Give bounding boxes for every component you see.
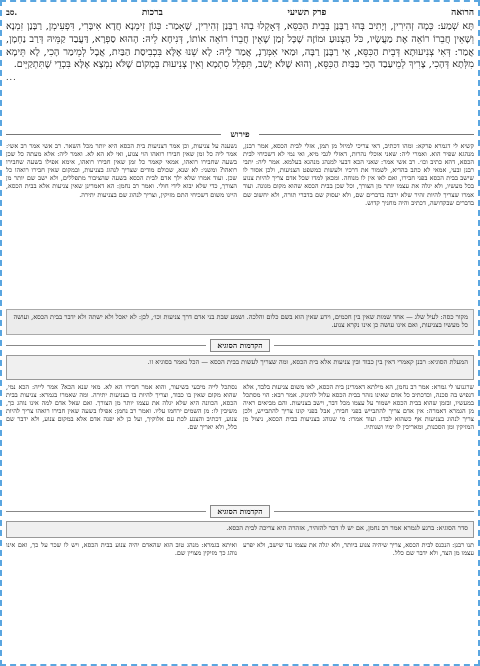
perush-columns — [6, 142, 474, 305]
gemara-end-mark: ... — [6, 73, 17, 83]
divider — [6, 511, 206, 512]
divider — [274, 345, 474, 346]
divider — [6, 345, 206, 346]
perush-column-left: נשענה על צניעות, וכן אמר דצניעות בית הכסא היא יותר מכל השאר. רב אשי אמר רב אשי: אמר ליה כל זמן שאין חבירו רואהו הוי צנוע, ואי לא הא לא. ואמר ליה: אלא מעתה כל שכן בשעה שחבירו רואהו, אמאי קאמר כל זמן שאין חבירו רואהו, אימא אפילו בשעה שחבירו רואהו? ומשני: לא שנא, שכולם מודים שצריך לנהוג בצניעות, ובמקום שאין חבירו רואהו כל שכן. ועוד אמרו שלא ילך אדם לבית הכסא בשעה שהציבור מתפללים, ולא ישב שם יותר מן הצורך, כדי שלא יבוא לידי חולי. ואמר רב נחמן: הא דאמרינן שאין צניעות אלא בבית הכסא, היינו משום דשכיחי התם מזיקין, וצריך לנהוג שם בצניעות יתירה. — [6, 142, 237, 199]
hakdama1-intro-text: המעלת הסוגיא: רבנן קאמרי דאין בין כבוד ובין צניעות אלא בית הכסא, ומה שצריך לעשות בבית הכסא — הכל נאמר בסוגיא זו. — [147, 358, 468, 366]
hakdama2-column-left: ואיתא בגמרא: מנהג טוב הוא שהאדם יהיה צנוע בבית הכסא, ויש לו שכר על כך, ואם אינו נוהג כך מזיקין מצויין שם. — [6, 541, 237, 558]
perush-column-right: קשיא לי דגמרא פרקא: ומהו דכתיב, דאי צריכי למיזל מן תמן, אזלי לבית הכסא, אמר רבנן, מנהגא שפיר הוא. ואמרי ליה: שאני אוכלי נהרות, דאזלי לגבי מיא, ואי נמי לא דשכיחי לבית הכסא, דהא כתיב וכו׳. רב אשי אמר: שאני הכא דבעי למנהג מנהגא בעלמא. אמר ליה: יתבי רבנן ובעי, אמאי לא כתב בהדיא, לשמור את דרכיו ולעשות כמשפט הצניעות, ולכן אסור לו שישב בבית הכסא בפני חבירו, ואם לאו אין לו מנוחה. ומכאן למדו שכל אדם צריך להיות צנוע בכל מעשיו, ולא יגלה את עצמו יותר מן הצורך, וכל שכן בבית הכסא שהוא מקום מגונה. ועוד אמרו שצריך להיות זהיר שלא ירבה בדברים שם, ולא יעסוק שם בדברי תורה, ולא יחשוב שם בדברים שבקדושה, דכתיב והיה מחניך קדוש. — [243, 142, 474, 207]
hakdama2-heading — [6, 505, 474, 518]
seder-hasugya — [6, 521, 474, 538]
divider — [259, 134, 474, 135]
divider — [6, 134, 221, 135]
source-note-text: מקור כסה: לעיל שלג — אחד שמות שאין בין חכמים, וידע שאין הוא בשם כלום והלכה. ושמע שבת בני אדם דרך צניעות וכו׳, לכן: לא יאכל ולא ישתה ולא ידבר בבית הכסא, ועושה כל מעשיו בצניעות, ואם אינו עושה כן אינו נקרא צנוע. — [13, 313, 468, 330]
header-page-label: סב. — [6, 7, 18, 17]
seder-text: סדר הסוגיא: ברגע לגמרא אמר רב נחמן, אם יש לו דבר להזהיר, אזהרה היא צריכה לבית הכסא. — [226, 524, 468, 532]
hakdama2-columns — [6, 541, 474, 581]
header-chapter: פרק תשיעי — [287, 7, 327, 18]
header-title-right: הרואה — [451, 7, 474, 18]
gemara-text — [6, 21, 474, 126]
divider — [274, 511, 474, 512]
perush-heading — [6, 129, 474, 140]
hakdama1-title: הקדמות הסוגיא — [210, 339, 269, 352]
page-header — [6, 5, 474, 19]
source-note — [6, 309, 474, 335]
hakdama1-column-left: נסתכל לייה מיבעי בשיעור, והוא אמר חבירו הא לא. מאי שנא הכא? אמר לייה: הכא נמי, שהוא מקום שאין בו כבוד, וצריך להיות בו בצניעות יתירה. ומה שאמרו בגמרא: צניעות בבית הכסא, הכוונה היא שלא יגלה את עצמו יותר מן הצורך. ואם שאל אדם למה אינו נוהג כך, משיבין לו: מן השמים ירחמו עליו. ואמר רב נחמן: אפילו בשעה שאין חבירו רואהו צריך להיות צנוע, דכתיב והצנע לכת עם אלוקיך, ועל כן לא יפנה אדם אלא במקום צנוע, ולא ידבר שם כלל, ולא יאריך שם. — [6, 383, 237, 432]
hakdama2-column-right: תנו רבנן: הנכנס לבית הכסא, צריך שיהיה צנוע ביותר, ולא יגלה את עצמו עד שישב, ולא יפרע עצמו מן הצד, ולא ידבר שם כלל. — [243, 541, 474, 558]
hakdama2-title: הקדמות הסוגיא — [210, 505, 269, 518]
hakdama1-columns — [6, 383, 474, 501]
hakdama1-heading — [6, 339, 474, 352]
hakdama1-column-right: שרגנועו לי גמרא: אמר רב נחמן, הא מילתא דאמרינן בית הכסא, לאו משום צניעות בלבד, אלא דנפיש בה סכנה, וכדכתיב כל אדם שאינו נזהר בבית הכסא עלול להינזק. אמר רבא: הוי מסתכל במעשיו, ובזמן שהוא בבית הכסא ישמור על עצמו מכל דבר, וישב בצניעות. והם מביאים ראיה מן הגמרא דאמרה: אין אדם צריך להתבייש בפני חבירו, אבל בפני קונו צריך להתבייש, ולכן צריך לנהוג בצניעות אף כשהוא לבדו. ועוד אמרו: מי שנוהג בצניעות בבית הכסא, ניצול מן המזיקין ומן הסכנות, ומאריכין לו ימיו ושנותיו. — [243, 383, 474, 432]
header-tractate: ברכות — [141, 7, 163, 18]
perush-title: פירוש — [226, 129, 253, 140]
gemara-body: תָּא שְׁמַע: כְּמָה זְהִירִין, וְיָתִיב בְּהוּ רַבָּנַן בְּבֵית הַכִּסֵּא, דְּאָקְלוּ בְהוּ רַבָּנַן זְהִירִין, שֶׁאָמַר: כְּגוֹן זִימְנָא חֲדָא אִיבָּרִי, דִּפְעִימְן, רַבָּנַן זִמְנָא וְשָׁאֵין חֲבֵרוֹ רוֹאֵה אֶת מַעֲשָׂיו, כֹּל הַצְנוּעַ וּמוֹזֶה שֶׁכָּל זְמַן שֶׁאֵין חֲבֵרוֹ רוֹאֵה אוֹתוֹ, דְּנִיחָא לֵיהּ: הָהוּא סַפְרָא, דַּעֲבַד קַמֵּיהּ דְּרַב נַחְמָן, אֲמַר: דְּאִי צְנִיעוּתָא דְּבֵית הַכִּסֵּא, אִי רַבָּנַן רַבָּה, וּמַאי אִמְּרַנְ, אֲמַר לֵיהּ: לָא שְׁנוּ אֶלָּא בִּכְבִיסַת הַבַּיִת, אֲבָל לְמֵימַר הָכִי, לָא תֵּימָא מִלְּתָא דְּהָכִי, צָרִיךְ לְמֵיעַבַד הָכִי בַּבַּיִת הַכִּסֵּא, וְהוּא שֶׁלֹּא יָשַׁב, תִּפְלֵל סִתְמָא וְאִין צְנִיעוּת בְּמָקוֹם שֶׁלֹּא נִמְצָא אֶלָּא בִּכְדֵי שֶׁתִּתְקַיֵּים. — [6, 21, 474, 71]
hakdama1-intro — [6, 355, 474, 380]
